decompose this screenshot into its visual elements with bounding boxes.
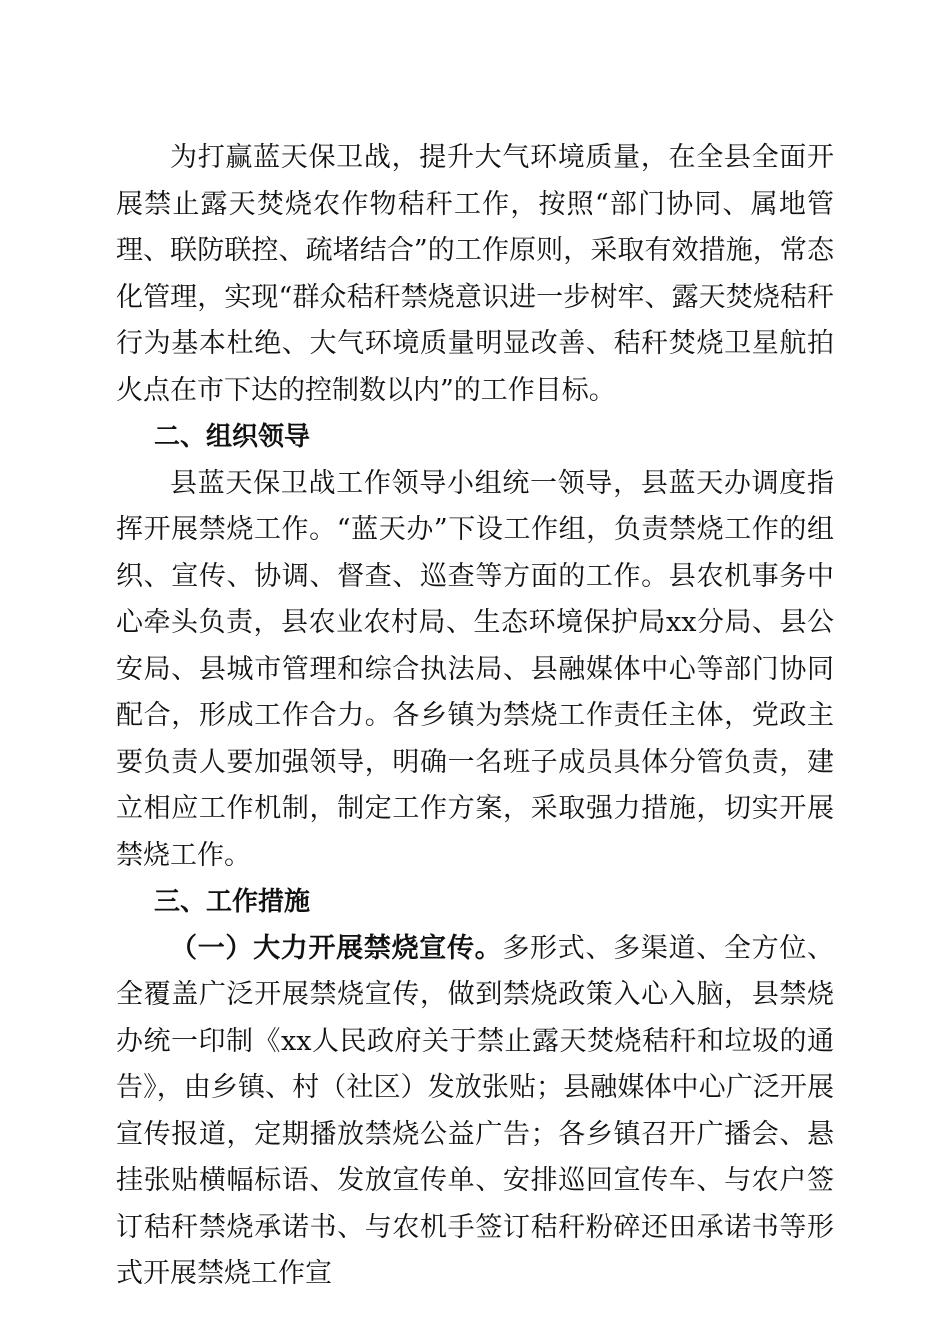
measure-1-paragraph [116, 926, 834, 1298]
document-body [116, 135, 834, 1298]
organization-paragraph: 县蓝天保卫战工作领导小组统一领导，县蓝天办调度指挥开展禁烧工作。“蓝天办”下设工作组，负责禁烧工作的组织、宣传、协调、督查、巡查等方面的工作。县农机事务中心牵头负责，县农业农村局、生态环境保护局xx分局、县公安局、县城市管理和综合执法局、县融媒体中心等部门协同配合，形成工作合力。各乡镇为禁烧工作责任主体，党政主要负责人要加强领导，明确一名班子成员具体分管负责，建立相应工作机制，制定工作方案，采取强力措施，切实开展禁烧工作。 [116, 467, 834, 871]
section-heading-measures: 三、工作措施 [154, 887, 311, 917]
section-heading-organization: 二、组织领导 [154, 422, 311, 452]
measure-1-text: 多形式、多渠道、全方位、全覆盖广泛开展禁烧宣传，做到禁烧政策入心入脑，县禁烧办统一印制《xx人民政府关于禁止露天焚烧秸秆和垃圾的通告》，由乡镇、村（社区）发放张贴；县融媒体中心广泛开展宣传报道，定期播放禁烧公益广告；各乡镇召开广播会、悬挂张贴横幅标语、发放宣传单、安排巡回宣传车、与农户签订秸秆禁烧承诺书、与农机手签订秸秆粉碎还田承诺书等形式开展禁烧工作宣 [116, 932, 835, 1289]
measure-1-title: （一）大力开展禁烧宣传。 [170, 932, 503, 964]
intro-paragraph: 为打赢蓝天保卫战，提升大气环境质量，在全县全面开展禁止露天焚烧农作物秸秆工作，按照“部门协同、属地管理、联防联控、疏堵结合”的工作原则，采取有效措施，常态化管理，实现“群众秸秆禁烧意识进一步树牢、露天焚烧秸秆行为基本杜绝、大气环境质量明显改善、秸秆焚烧卫星航拍火点在市下达的控制数以内”的工作目标。 [116, 142, 834, 406]
